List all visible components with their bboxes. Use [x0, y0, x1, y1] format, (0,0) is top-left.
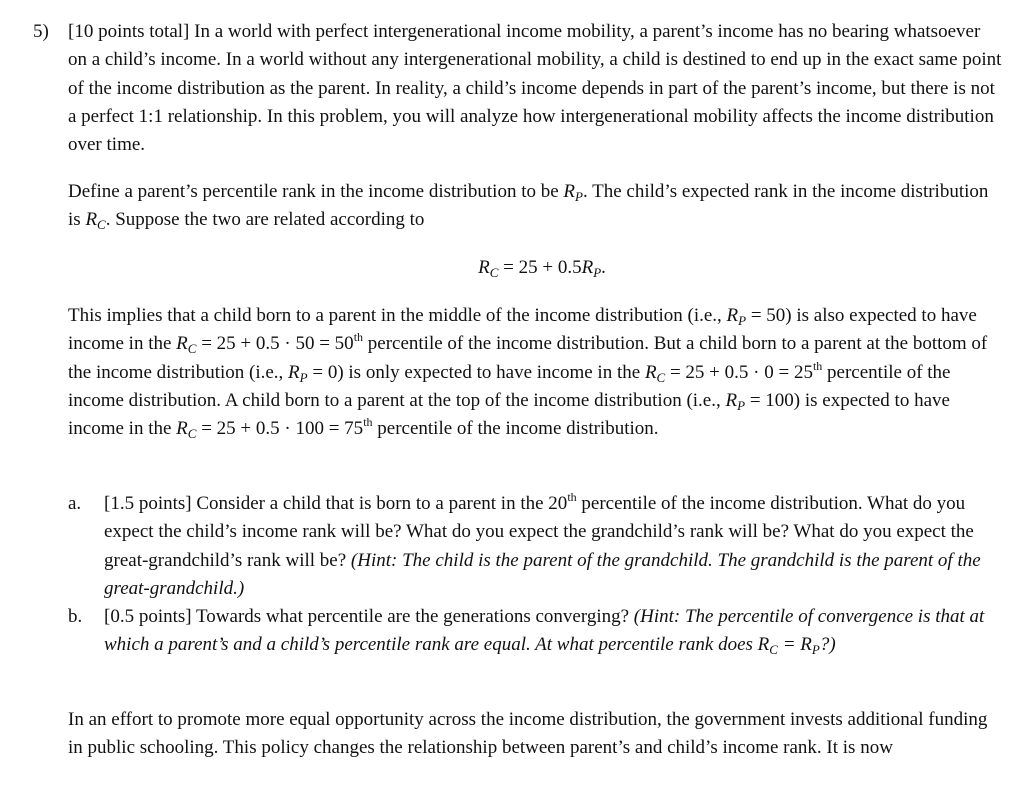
intro-text: In a world with perfect intergenerational income mobility, a parent’s income has no bearing whatsoever on a child’s income. In a world without any intergenerational mobility, a child is destined to end up in the exact same point of the income distribution as the parent. In reality, a child’s income depends in part of the parent’s income, but there is not a perfect 1:1 relationship. In this problem, you will analyze how intergenerational mobility affects the income distribution over time.	[68, 21, 1002, 156]
explanation-paragraph: This implies that a child born to a parent in the middle of the income distribution (i.e., $R_P = 50$) is also expected to have income in the $R_C = 25 + 0.5 \cdot 50 = 50th$ percentile of the income distribution. But a child born to a parent at the bottom of the income distribution (i.e., $R_P = 0$) is only expected to have income in the $R_C = 25 + 0.5 \cdot 0 = 25th$ percentile of the income distribution. A child born to a parent at the top of the income distribution (i.e., $R_P = 100$) is expected to have income in the $R_C = 25 + 0.5 \cdot 100 = 75th$ percentile of the income distribution.	[68, 305, 988, 442]
definition-text-2: . The child’s expected rank in the income distribution is	[68, 181, 989, 231]
rc-symbol: $R_C$	[85, 209, 106, 233]
definition-text-1: Define a parent’s percentile rank in the income distribution to be	[68, 181, 564, 202]
subquestion-list	[68, 490, 1003, 660]
intro-paragraph	[68, 18, 1003, 159]
points-label: [10 points total]	[68, 21, 190, 42]
subquestion-b: b. [0.5 points] Towards what percentile are the generations converging? (Hint: The percentile of convergence is that at which a parent’s and a child’s percentile rank are equal. At what percentile rank does $R_C$ = $R_P$?)	[68, 603, 1003, 660]
hint-text: (Hint: The percentile of convergence is that at which a parent’s and a child’s percentile rank are equal. At what percentile rank does $R_C$ = $R_P$?)	[104, 606, 985, 658]
definition-text-3: . Suppose the two are related according to	[105, 209, 425, 231]
rp-symbol: $R_P$	[563, 181, 583, 204]
subquestion-a: a. [1.5 points] Consider a child that is born to a parent in the 20th percentile of the income distribution. What do you expect the child’s income rank will be? What do you expect the grandchild’s rank will be? What do you expect the great-grandchild’s rank will be? (Hint: The child is the parent of the grandchild. The grandchild is the parent of the great-grandchild.)	[68, 490, 981, 599]
main-equation: $R_C = 25 + 0.5R_P$.	[478, 257, 606, 280]
question-number: 5)	[33, 21, 49, 42]
subquestion-label: a.	[68, 493, 82, 514]
definition-paragraph	[68, 178, 1003, 235]
subquestion-label: b.	[68, 606, 83, 628]
closing-paragraph: In an effort to promote more equal opportunity across the income distribution, the government invests additional funding in public schooling. This policy changes the relationship between parent’s and child’s income rank. It is now	[68, 709, 988, 759]
hint-text: (Hint: The child is the parent of the grandchild. The grandchild is the parent of the great-grandchild.)	[104, 549, 981, 599]
